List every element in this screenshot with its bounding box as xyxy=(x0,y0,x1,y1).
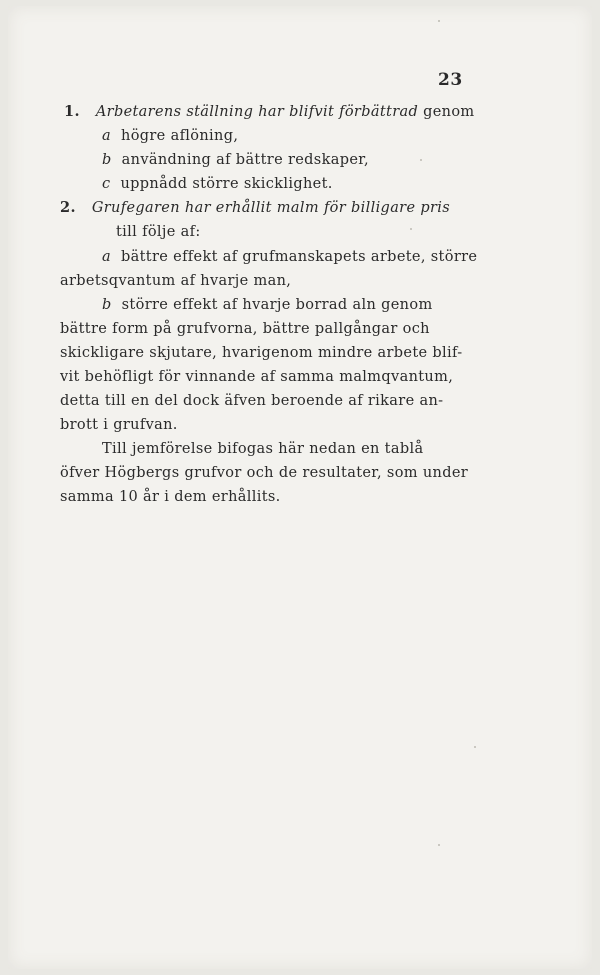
item-1-number: 1. xyxy=(64,103,80,120)
item-2-b-line-2: bättre form på grufvorna, bättre pallgångar och xyxy=(60,321,430,337)
paper-speck xyxy=(420,159,422,161)
book-page xyxy=(8,6,592,969)
item-1-b xyxy=(102,149,369,171)
paper-speck xyxy=(410,228,412,230)
item-2-a-line-1 xyxy=(102,246,477,268)
paper-speck xyxy=(438,20,440,22)
item-2-number: 2. xyxy=(60,199,76,216)
item-1-b-label: b xyxy=(102,152,112,168)
item-2-b-line-6: brott i grufvan. xyxy=(60,417,178,433)
item-2-heading-italic: Grufegaren har erhållit malm för billigare pris xyxy=(91,200,451,216)
item-2-b-text-1: större effekt af hvarje borrad aln genom xyxy=(121,297,433,313)
item-1-heading-italic: Arbetarens ställning har blifvit förbättrad xyxy=(95,104,419,120)
closing-line-1: Till jemförelse bifogas här nedan en tablå xyxy=(102,441,424,457)
item-2-a-text-1: bättre effekt af grufmanskapets arbete, större xyxy=(121,249,478,265)
item-2-b-line-5: detta till en del dock äfven beroende af rikare an- xyxy=(60,393,444,409)
item-1-heading-rest: genom xyxy=(423,104,475,120)
item-2-a-label: a xyxy=(102,249,111,265)
item-2-a-line-2: arbetsqvantum af hvarje man, xyxy=(60,273,292,289)
item-1-b-text: användning af bättre redskaper, xyxy=(121,152,369,168)
item-1-c-label: c xyxy=(102,176,111,192)
item-1-heading xyxy=(64,101,475,123)
item-1-a-label: a xyxy=(102,128,111,144)
item-2-heading xyxy=(60,197,450,219)
item-1-c-text: uppnådd större skicklighet. xyxy=(120,176,333,192)
item-1-c xyxy=(102,173,333,195)
paper-speck xyxy=(438,844,440,846)
item-2-b-line-4: vit behöfligt för vinnande af samma malmqvantum, xyxy=(60,369,454,385)
paper-speck xyxy=(474,746,476,748)
page-number: 23 xyxy=(438,70,463,90)
item-2-b-line-1 xyxy=(102,294,433,316)
closing-line-2: öfver Högbergs grufvor och de resultater, som under xyxy=(60,465,469,481)
item-2-heading-cont: till följe af: xyxy=(116,224,201,240)
item-2-b-label: b xyxy=(102,297,112,313)
item-2-b-line-3: skickligare skjutare, hvarigenom mindre arbete blif- xyxy=(60,345,463,361)
closing-line-3: samma 10 år i dem erhållits. xyxy=(60,489,281,505)
item-1-a xyxy=(102,125,238,147)
item-1-a-text: högre aflöning, xyxy=(121,128,239,144)
